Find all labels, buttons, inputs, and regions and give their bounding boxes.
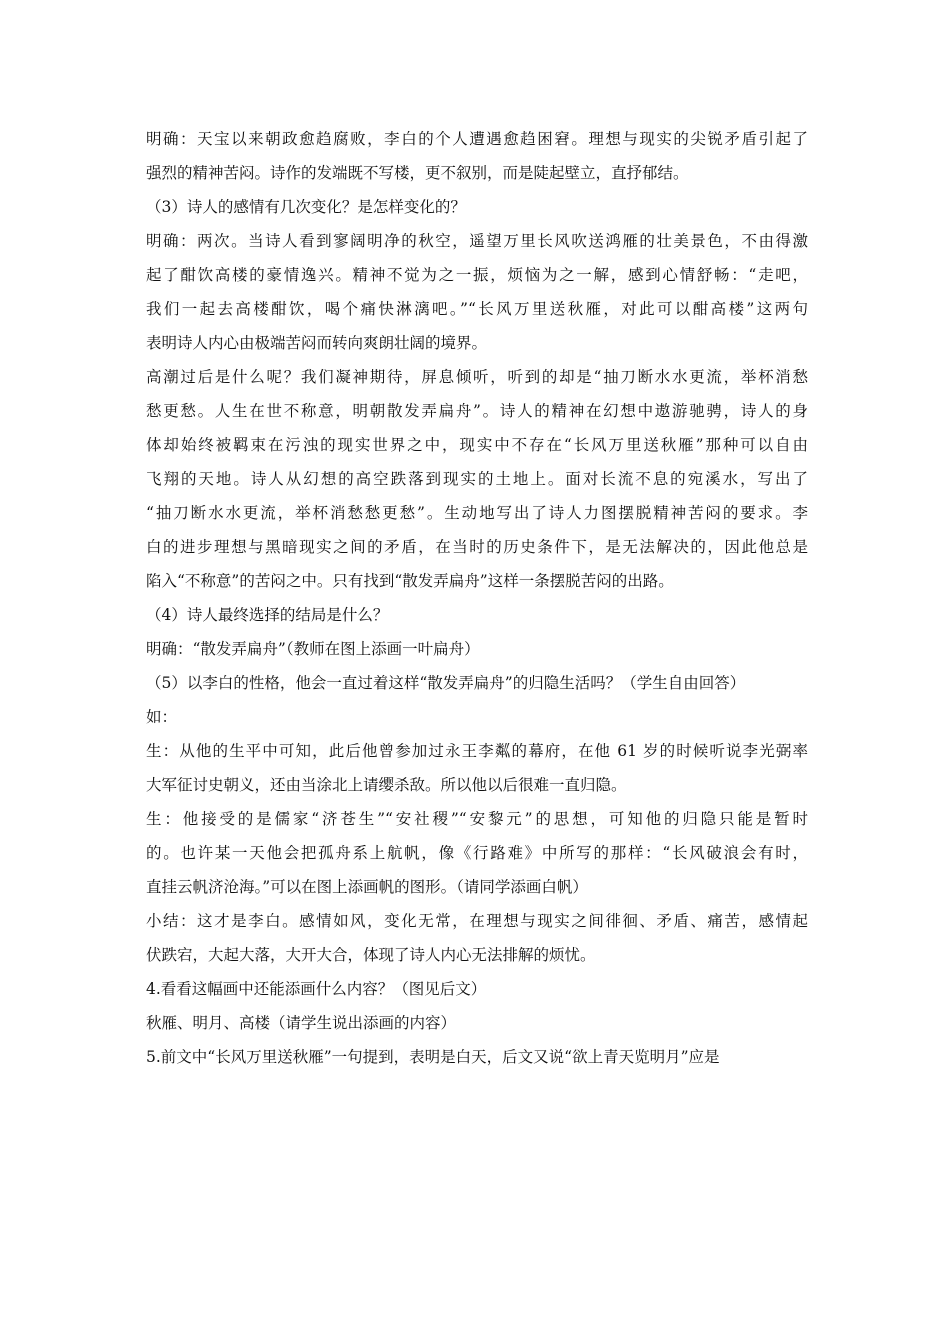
text-line: 表明诗人内心由极端苦闷而转向爽朗壮阔的境界。	[146, 334, 488, 352]
text-line: 飞翔的天地。诗人从幻想的高空跌落到现实的土地上。面对长流不息的宛溪水，写出了	[146, 470, 808, 488]
paragraph	[146, 1006, 808, 1040]
text-line: 陷入“不称意”的苦闷之中。只有找到“散发弄扁舟”这样一条摆脱苦闷的出路。	[146, 572, 674, 590]
text-line: 明确：天宝以来朝政愈趋腐败，李白的个人遭遇愈趋困窘。理想与现实的尖锐矛盾引起了	[146, 130, 808, 148]
document-body	[146, 122, 808, 1074]
text-line: 明确：“散发弄扁舟”（教师在图上添画一叶扁舟）	[146, 640, 480, 658]
text-line: （4）诗人最终选择的结局是什么？	[146, 606, 389, 624]
paragraph	[146, 122, 808, 190]
text-line: 大军征讨史朝义，还由当涂北上请缨杀敌。所以他以后很难一直归隐。	[146, 776, 627, 794]
paragraph	[146, 598, 808, 632]
paragraph	[146, 700, 808, 734]
text-line: 明确：两次。当诗人看到寥阔明净的秋空，遥望万里长风吹送鸿雁的壮美景色，不由得激	[146, 232, 808, 250]
text-line: 直挂云帆济沧海。”可以在图上添画帆的图形。（请同学添画白帆）	[146, 878, 588, 896]
paragraph	[146, 224, 808, 360]
text-line: 白的进步理想与黑暗现实之间的矛盾，在当时的历史条件下，是无法解决的，因此他总是	[146, 538, 808, 556]
paragraph	[146, 734, 808, 802]
paragraph	[146, 190, 808, 224]
text-line: 生：他接受的是儒家“济苍生”“安社稷”“安黎元”的思想，可知他的归隐只能是暂时	[146, 810, 808, 828]
text-line: 4.看看这幅画中还能添画什么内容？（图见后文）	[146, 980, 487, 998]
text-line: 我们一起去高楼酣饮，喝个痛快淋漓吧。”“长风万里送秋雁，对此可以酣高楼”这两句	[146, 300, 808, 318]
text-line: 体却始终被羁束在污浊的现实世界之中，现实中不存在“长风万里送秋雁”那种可以自由	[146, 436, 808, 454]
text-line: 强烈的精神苦闷。诗作的发端既不写楼，更不叙别，而是陡起壁立，直抒郁结。	[146, 164, 689, 182]
text-line: 愁更愁。人生在世不称意，明朝散发弄扁舟”。诗人的精神在幻想中遨游驰骋，诗人的身	[146, 402, 808, 420]
paragraph	[146, 802, 808, 904]
text-line: （3）诗人的感情有几次变化？是怎样变化的？	[146, 198, 466, 216]
text-line: 如：	[146, 708, 178, 726]
paragraph	[146, 1040, 808, 1074]
text-line: 伏跌宕，大起大落，大开大合，体现了诗人内心无法排解的烦忧。	[146, 946, 596, 964]
text-line: “抽刀断水水更流，举杯消愁愁更愁”。生动地写出了诗人力图摆脱精神苦闷的要求。李	[146, 504, 808, 522]
paragraph	[146, 904, 808, 972]
paragraph	[146, 972, 808, 1006]
text-line: 秋雁、明月、高楼（请学生说出添画的内容）	[146, 1014, 457, 1032]
text-line: 生：从他的生平中可知，此后他曾参加过永王李粼的幕府，在他 61 岁的时候听说李光弼率	[146, 742, 808, 760]
text-line: 的。也许某一天他会把孤舟系上航帆，像《行路难》中所写的那样：“长风破浪会有时，	[146, 844, 808, 862]
text-line: 小结：这才是李白。感情如风，变化无常，在理想与现实之间徘徊、矛盾、痛苦，感情起	[146, 912, 808, 930]
text-line: 5.前文中“长风万里送秋雁”一句提到，表明是白天，后文又说“欲上青天览明月”应是	[146, 1048, 720, 1066]
text-line: （5）以李白的性格，他会一直过着这样“散发弄扁舟”的归隐生活吗？（学生自由回答）	[146, 674, 746, 692]
paragraph	[146, 632, 808, 666]
paragraph	[146, 360, 808, 598]
text-line: 起了酣饮高楼的豪情逸兴。精神不觉为之一振，烦恼为之一解，感到心情舒畅：“走吧，	[146, 266, 808, 284]
text-line: 高潮过后是什么呢？我们凝神期待，屏息倾听，听到的却是“抽刀断水水更流，举杯消愁	[146, 368, 808, 386]
paragraph	[146, 666, 808, 700]
